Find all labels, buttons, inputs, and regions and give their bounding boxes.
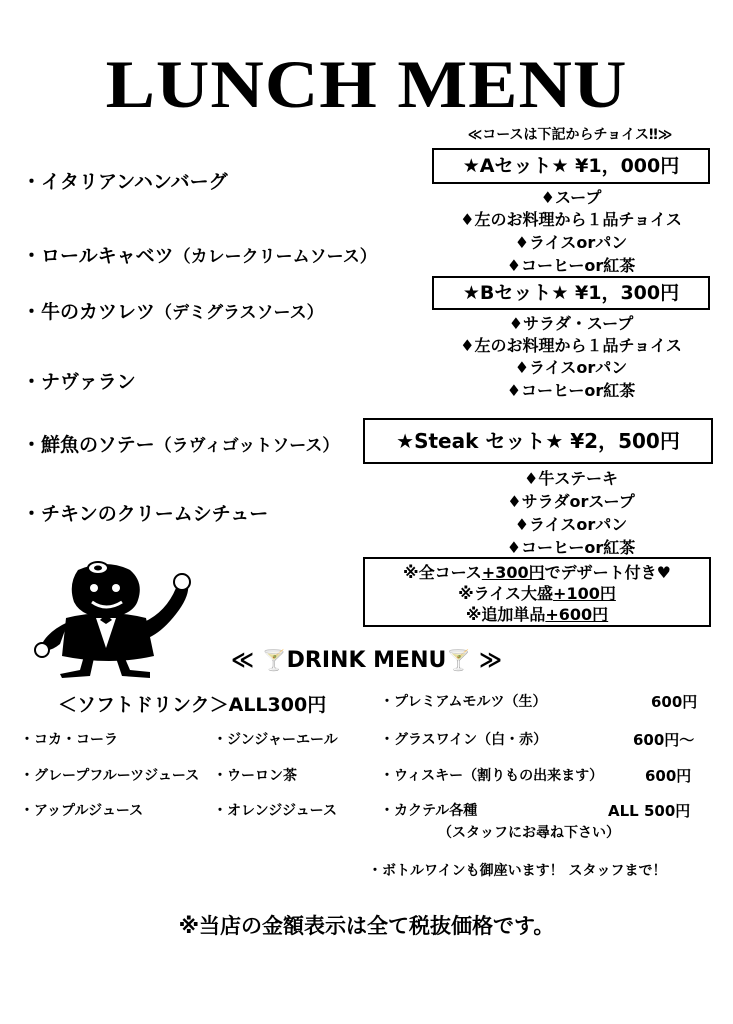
dish-item xyxy=(22,430,339,457)
note-dessert: ※全コース+300円でデザート付き♥ xyxy=(403,563,671,582)
soft-drink-item: ・グレープフルーツジュース xyxy=(20,768,200,784)
drink-menu-title: ≪ 🍸DRINK MENU🍸 ≫ xyxy=(231,648,502,673)
dish-name: ・チキンのクリームシチュー xyxy=(22,503,269,525)
cocktail-note: （スタッフにお尋ね下さい） xyxy=(438,825,620,841)
set-b-item: ♦サラダ・スープ xyxy=(508,314,634,333)
course-header: ≪コースは下記からチョイス‼≫ xyxy=(467,127,673,143)
set-steak-item: ♦ライスorパン xyxy=(514,515,628,534)
tax-notice: ※当店の金額表示は全て税抜価格です。 xyxy=(178,914,555,938)
soft-drink-item: ・ジンジャーエール xyxy=(213,732,338,748)
alcohol-price: 600円～ xyxy=(633,731,695,749)
dish-note: （カレークリームソース） xyxy=(173,247,377,267)
dish-name: ・ロールキャベツ xyxy=(22,245,174,267)
notes-box xyxy=(363,557,711,627)
soft-drink-item: ・オレンジジュース xyxy=(213,803,337,819)
dish-item xyxy=(22,241,377,268)
set-b-label: ★Bセット★ ¥1，300円 xyxy=(432,276,710,310)
alcohol-item: ・グラスワイン（白・赤） xyxy=(380,732,548,748)
dish-name: ・牛のカツレツ xyxy=(22,301,156,323)
cocktail-glass-icon: 🍸 xyxy=(446,648,472,672)
set-b-item: ♦左のお料理から１品チョイス xyxy=(460,336,682,355)
alcohol-price: 600円 xyxy=(651,693,698,711)
set-steak-item: ♦サラダorスープ xyxy=(507,492,635,511)
soft-drink-item: ・コカ・コーラ xyxy=(20,732,118,748)
note-rice: ※ライス大盛+100円 xyxy=(458,584,616,603)
dish-note: （ラヴィゴットソース） xyxy=(154,436,340,456)
soft-drink-item: ・アップルジュース xyxy=(20,803,144,819)
set-a-item: ♦ライスorパン xyxy=(514,233,628,252)
dish-name: ・ナヴァラン xyxy=(22,371,136,393)
soft-drink-item: ・ウーロン茶 xyxy=(213,768,297,784)
alcohol-item: ・カクテル各種 xyxy=(380,803,478,819)
alcohol-price: 600円 xyxy=(645,767,692,785)
dish-note: （デミグラスソース） xyxy=(155,303,324,323)
bottle-wine-note: ・ボトルワインも御座います！ スタッフまで！ xyxy=(368,863,667,879)
set-b-item: ♦ライスorパン xyxy=(514,358,628,377)
set-a-item: ♦コーヒーor紅茶 xyxy=(506,256,636,275)
alcohol-item: ・プレミアムモルツ（生） xyxy=(380,694,547,710)
set-a-label: ★Aセット★ ¥1，000円 xyxy=(432,148,710,184)
set-a-item: ♦左のお料理から１品チョイス xyxy=(460,210,682,229)
page-title: LUNCH MENU xyxy=(105,47,628,123)
alcohol-item: ・ウィスキー（割りもの出来ます） xyxy=(380,768,604,784)
soft-drinks-header: ＜ソフトドリンク＞ALL300円 xyxy=(58,694,327,716)
alcohol-price: ALL 500円 xyxy=(608,802,691,820)
cocktail-glass-icon: 🍸 xyxy=(261,648,287,672)
set-steak-label: ★Steak セット★ ¥2，500円 xyxy=(363,418,713,464)
set-a-item: ♦スープ xyxy=(540,188,602,207)
dish-name: ・鮮魚のソテー xyxy=(22,434,155,456)
set-b-item: ♦コーヒーor紅茶 xyxy=(506,381,636,400)
set-steak-item: ♦牛ステーキ xyxy=(523,469,619,488)
dish-item xyxy=(22,167,228,194)
dish-name: ・イタリアンハンバーグ xyxy=(22,171,228,193)
dish-item xyxy=(22,367,136,394)
dish-item xyxy=(22,499,268,526)
dish-item xyxy=(22,297,324,324)
note-extra: ※追加単品+600円 xyxy=(465,605,609,624)
set-steak-item: ♦コーヒーor紅茶 xyxy=(506,538,636,557)
